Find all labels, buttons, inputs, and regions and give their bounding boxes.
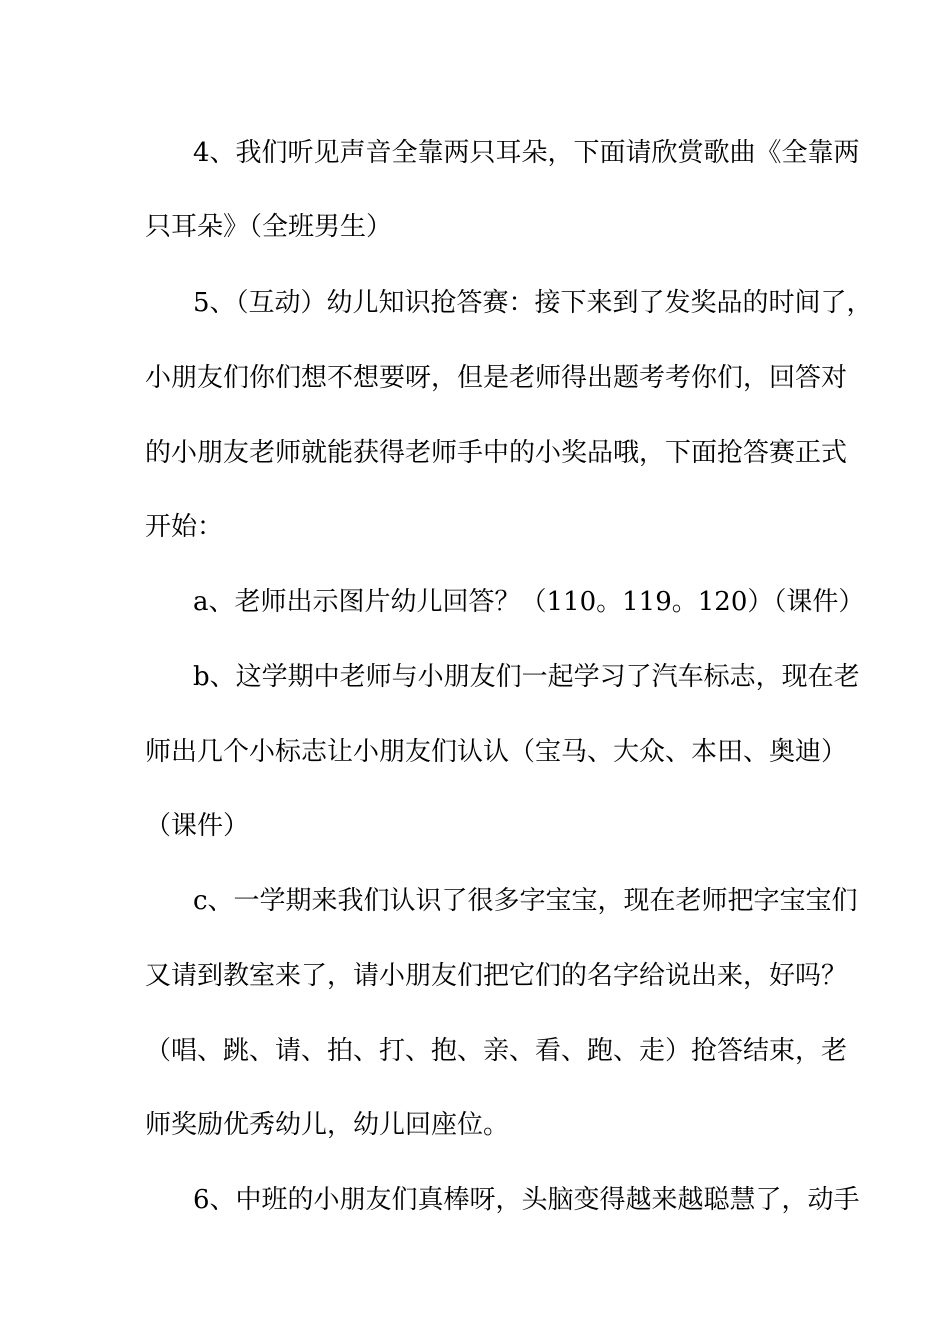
paragraph-4-line-1: 4、我们听见声音全靠两只耳朵，下面请欣赏歌曲《全靠两 — [193, 138, 860, 168]
item-c-line-3: （唱、跳、请、拍、打、抱、亲、看、跑、走）抢答结束，老 — [145, 1036, 848, 1066]
item-c-line-4: 师奖励优秀幼儿，幼儿回座位。 — [145, 1110, 510, 1140]
item-b-line-3: （课件） — [145, 811, 250, 841]
paragraph-6-line-1: 6、中班的小朋友们真棒呀，头脑变得越来越聪慧了，动手 — [193, 1185, 860, 1215]
paragraph-5-line-3: 的小朋友老师就能获得老师手中的小奖品哦，下面抢答赛正式 — [145, 438, 848, 468]
item-b-line-2: 师出几个小标志让小朋友们认认（宝马、大众、本田、奥迪） — [145, 737, 848, 767]
item-b-line-1: b、这学期中老师与小朋友们一起学习了汽车标志，现在老 — [193, 662, 860, 692]
paragraph-5-line-2: 小朋友们你们想不想要呀，但是老师得出题考考你们，回答对 — [145, 363, 848, 393]
paragraph-5-line-1: 5、（互动）幼儿知识抢答赛：接下来到了发奖品的时间了， — [193, 288, 873, 318]
paragraph-4-line-2: 只耳朵》（全班男生） — [145, 212, 393, 242]
item-c-line-2: 又请到教室来了，请小朋友们把它们的名字给说出来，好吗？ — [145, 961, 848, 991]
item-a-line-1: a、老师出示图片幼儿回答？（110。119。120）（课件） — [193, 587, 865, 617]
item-c-line-1: c、一学期来我们认识了很多字宝宝，现在老师把字宝宝们 — [193, 886, 858, 916]
paragraph-5-line-4: 开始： — [145, 512, 224, 542]
